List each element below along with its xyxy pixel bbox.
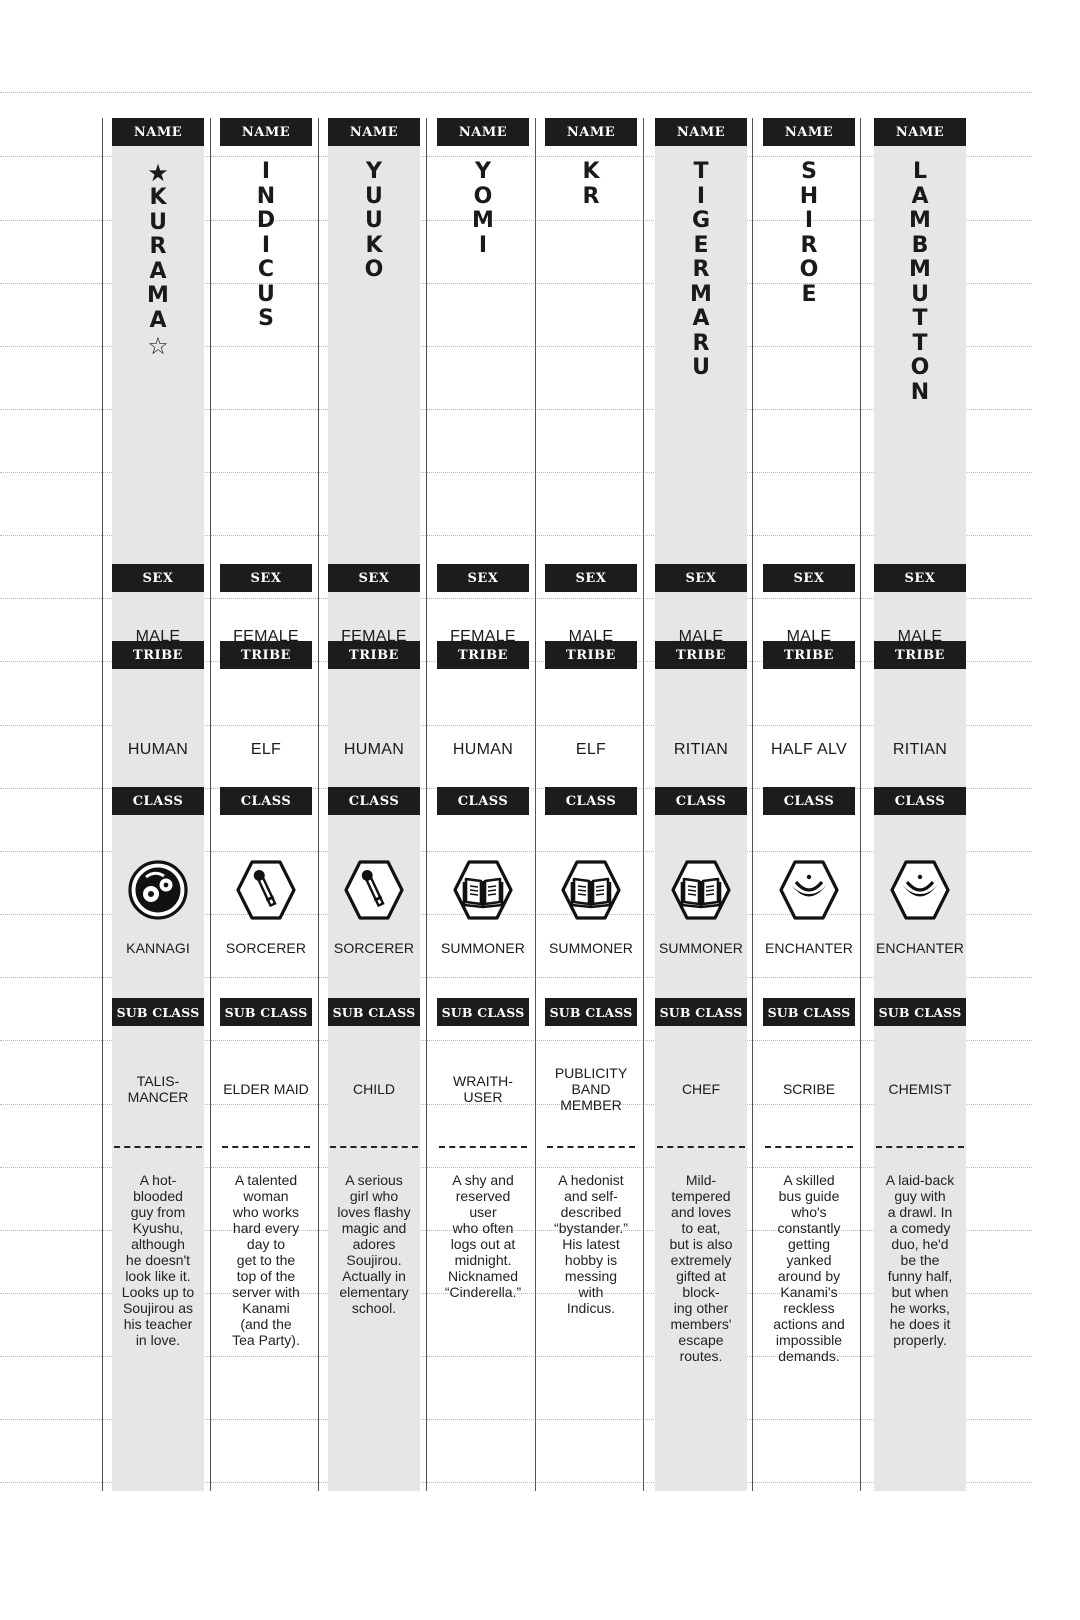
column-divider bbox=[210, 118, 211, 1491]
sex-header-label: SEX bbox=[112, 564, 204, 592]
tribe-value: RITIAN bbox=[673, 741, 729, 758]
class-header-label: CLASS bbox=[545, 787, 637, 815]
character-name-letters: I N D I C U S bbox=[256, 159, 276, 331]
character-column bbox=[763, 118, 855, 1491]
dashed-divider bbox=[439, 1146, 527, 1148]
sex-header-label: SEX bbox=[545, 564, 637, 592]
class-value: ENCHANTER bbox=[764, 940, 854, 956]
character-column bbox=[220, 118, 312, 1491]
character-description: A hot- blooded guy from Kyushu, although he doesn't look like it. Looks up to Soujirou as his teacher in love. bbox=[121, 1172, 195, 1348]
ruled-line bbox=[0, 92, 1032, 93]
column-divider bbox=[318, 118, 319, 1491]
summoner-book-icon bbox=[451, 858, 515, 922]
subclass-value: SCRIBE bbox=[782, 1081, 836, 1097]
dashed-divider bbox=[657, 1146, 745, 1148]
class-header-label: CLASS bbox=[328, 787, 420, 815]
sex-value: MALE bbox=[786, 628, 832, 645]
tribe-header-label: TRIBE bbox=[545, 641, 637, 669]
character-column bbox=[437, 118, 529, 1491]
sex-value: MALE bbox=[135, 628, 181, 645]
character-name bbox=[763, 160, 855, 307]
sex-header-label: SEX bbox=[220, 564, 312, 592]
enchanter-crescent-icon bbox=[777, 858, 841, 922]
character-description: Mild- tempered and loves to eat, but is also extremely gifted at block- ing other members' escape routes. bbox=[669, 1172, 733, 1364]
column-divider bbox=[102, 118, 103, 1491]
enchanter-crescent-icon bbox=[888, 858, 952, 922]
name-header-label: NAME bbox=[874, 118, 966, 146]
subclass-header-label: SUB CLASS bbox=[545, 998, 637, 1026]
subclass-value: ELDER MAID bbox=[223, 1081, 309, 1097]
class-header-label: CLASS bbox=[655, 787, 747, 815]
character-name-letters: Y O M I bbox=[472, 159, 494, 258]
tribe-value: HUMAN bbox=[127, 741, 189, 758]
sex-value: FEMALE bbox=[450, 628, 516, 645]
tribe-header-label: TRIBE bbox=[328, 641, 420, 669]
sex-value: FEMALE bbox=[233, 628, 299, 645]
summoner-book-icon bbox=[669, 858, 733, 922]
character-name-letters: S H I R O E bbox=[799, 159, 819, 307]
column-divider bbox=[860, 118, 861, 1491]
class-value: SUMMONER bbox=[548, 940, 634, 956]
character-description: A skilled bus guide who's constantly getting yanked around by Kanami's reckless actions and impossible demands. bbox=[773, 1172, 845, 1364]
tribe-value: ELF bbox=[250, 741, 282, 758]
character-name bbox=[328, 160, 420, 283]
sex-header-label: SEX bbox=[328, 564, 420, 592]
subclass-header-label: SUB CLASS bbox=[763, 998, 855, 1026]
sex-value: MALE bbox=[678, 628, 724, 645]
tribe-value: HALF ALV bbox=[771, 741, 847, 758]
character-name-letters: L A M B M U T T O N bbox=[909, 159, 931, 405]
dashed-divider bbox=[876, 1146, 964, 1148]
dashed-divider bbox=[765, 1146, 853, 1148]
name-header-label: NAME bbox=[763, 118, 855, 146]
character-roster-table bbox=[104, 118, 1004, 1491]
sex-header-label: SEX bbox=[655, 564, 747, 592]
dashed-divider bbox=[330, 1146, 418, 1148]
class-value: SUMMONER bbox=[658, 940, 744, 956]
sorcerer-wand-icon bbox=[234, 858, 298, 922]
tribe-header-label: TRIBE bbox=[655, 641, 747, 669]
subclass-header-label: SUB CLASS bbox=[655, 998, 747, 1026]
column-divider bbox=[426, 118, 427, 1491]
class-header-label: CLASS bbox=[220, 787, 312, 815]
character-column bbox=[328, 118, 420, 1491]
character-description: A laid-back guy with a drawl. In a comedy duo, he'd be the funny half, but when he works, he does it properly. bbox=[885, 1172, 955, 1348]
tribe-value: RITIAN bbox=[892, 741, 948, 758]
name-header-label: NAME bbox=[112, 118, 204, 146]
subclass-value: PUBLICITY BAND MEMBER bbox=[554, 1065, 628, 1113]
column-divider bbox=[535, 118, 536, 1491]
character-description: A serious girl who loves flashy magic and adores Soujirou. Actually in elementary school. bbox=[337, 1172, 411, 1316]
character-name bbox=[437, 160, 529, 258]
character-name-letters: K U R A M A bbox=[147, 185, 169, 333]
tribe-value: HUMAN bbox=[452, 741, 514, 758]
class-header-label: CLASS bbox=[112, 787, 204, 815]
tribe-header-label: TRIBE bbox=[874, 641, 966, 669]
sex-value: MALE bbox=[897, 628, 943, 645]
name-header-label: NAME bbox=[545, 118, 637, 146]
subclass-value: WRAITH- USER bbox=[453, 1073, 513, 1105]
subclass-value: CHEMIST bbox=[888, 1081, 952, 1097]
tribe-value: ELF bbox=[575, 741, 607, 758]
sex-header-label: SEX bbox=[437, 564, 529, 592]
character-name-letters: Y U U K O bbox=[364, 159, 384, 282]
sex-header-label: SEX bbox=[763, 564, 855, 592]
star-filled-icon: ★ bbox=[147, 159, 169, 187]
subclass-header-label: SUB CLASS bbox=[437, 998, 529, 1026]
character-column bbox=[545, 118, 637, 1491]
character-column bbox=[655, 118, 747, 1491]
name-header-label: NAME bbox=[655, 118, 747, 146]
subclass-header-label: SUB CLASS bbox=[874, 998, 966, 1026]
class-header-label: CLASS bbox=[874, 787, 966, 815]
summoner-book-icon bbox=[559, 858, 623, 922]
subclass-header-label: SUB CLASS bbox=[112, 998, 204, 1026]
sex-value: FEMALE bbox=[341, 628, 407, 645]
character-name bbox=[874, 160, 966, 405]
character-name bbox=[655, 160, 747, 381]
subclass-header-label: SUB CLASS bbox=[220, 998, 312, 1026]
character-description: A talented woman who works hard every day to get to the top of the server with Kanami (and the Tea Party). bbox=[232, 1172, 300, 1348]
name-header-label: NAME bbox=[220, 118, 312, 146]
tribe-header-label: TRIBE bbox=[220, 641, 312, 669]
dashed-divider bbox=[114, 1146, 202, 1148]
class-value: SORCERER bbox=[333, 940, 415, 956]
dashed-divider bbox=[222, 1146, 310, 1148]
class-header-label: CLASS bbox=[763, 787, 855, 815]
name-header-label: NAME bbox=[437, 118, 529, 146]
column-divider bbox=[752, 118, 753, 1491]
subclass-value: CHEF bbox=[681, 1081, 721, 1097]
character-name bbox=[112, 160, 204, 359]
class-value: SORCERER bbox=[225, 940, 307, 956]
subclass-value: CHILD bbox=[352, 1081, 395, 1097]
character-name-letters: K R bbox=[582, 159, 600, 209]
sex-value: MALE bbox=[568, 628, 614, 645]
subclass-header-label: SUB CLASS bbox=[328, 998, 420, 1026]
character-name bbox=[545, 160, 637, 209]
sorcerer-wand-icon bbox=[342, 858, 406, 922]
star-outline-icon: ☆ bbox=[147, 332, 169, 360]
class-header-label: CLASS bbox=[437, 787, 529, 815]
class-value: ENCHANTER bbox=[875, 940, 965, 956]
tribe-header-label: TRIBE bbox=[112, 641, 204, 669]
character-description: A shy and reserved user who often logs out at midnight. Nicknamed “Cinderella.” bbox=[444, 1172, 522, 1300]
character-description: A hedonist and self- described “bystander.” His latest hobby is messing with Indicus. bbox=[554, 1172, 628, 1316]
name-header-label: NAME bbox=[328, 118, 420, 146]
kannagi-yin-yang-icon bbox=[126, 858, 190, 922]
tribe-header-label: TRIBE bbox=[437, 641, 529, 669]
tribe-header-label: TRIBE bbox=[763, 641, 855, 669]
character-name bbox=[220, 160, 312, 332]
tribe-value: HUMAN bbox=[343, 741, 405, 758]
character-name-letters: T I G E R M A R U bbox=[690, 159, 712, 380]
class-value: SUMMONER bbox=[440, 940, 526, 956]
class-value: KANNAGI bbox=[126, 940, 190, 956]
column-divider bbox=[643, 118, 644, 1491]
character-column bbox=[112, 118, 204, 1491]
subclass-value: TALIS- MANCER bbox=[127, 1073, 189, 1105]
character-column bbox=[874, 118, 966, 1491]
sex-header-label: SEX bbox=[874, 564, 966, 592]
dashed-divider bbox=[547, 1146, 635, 1148]
